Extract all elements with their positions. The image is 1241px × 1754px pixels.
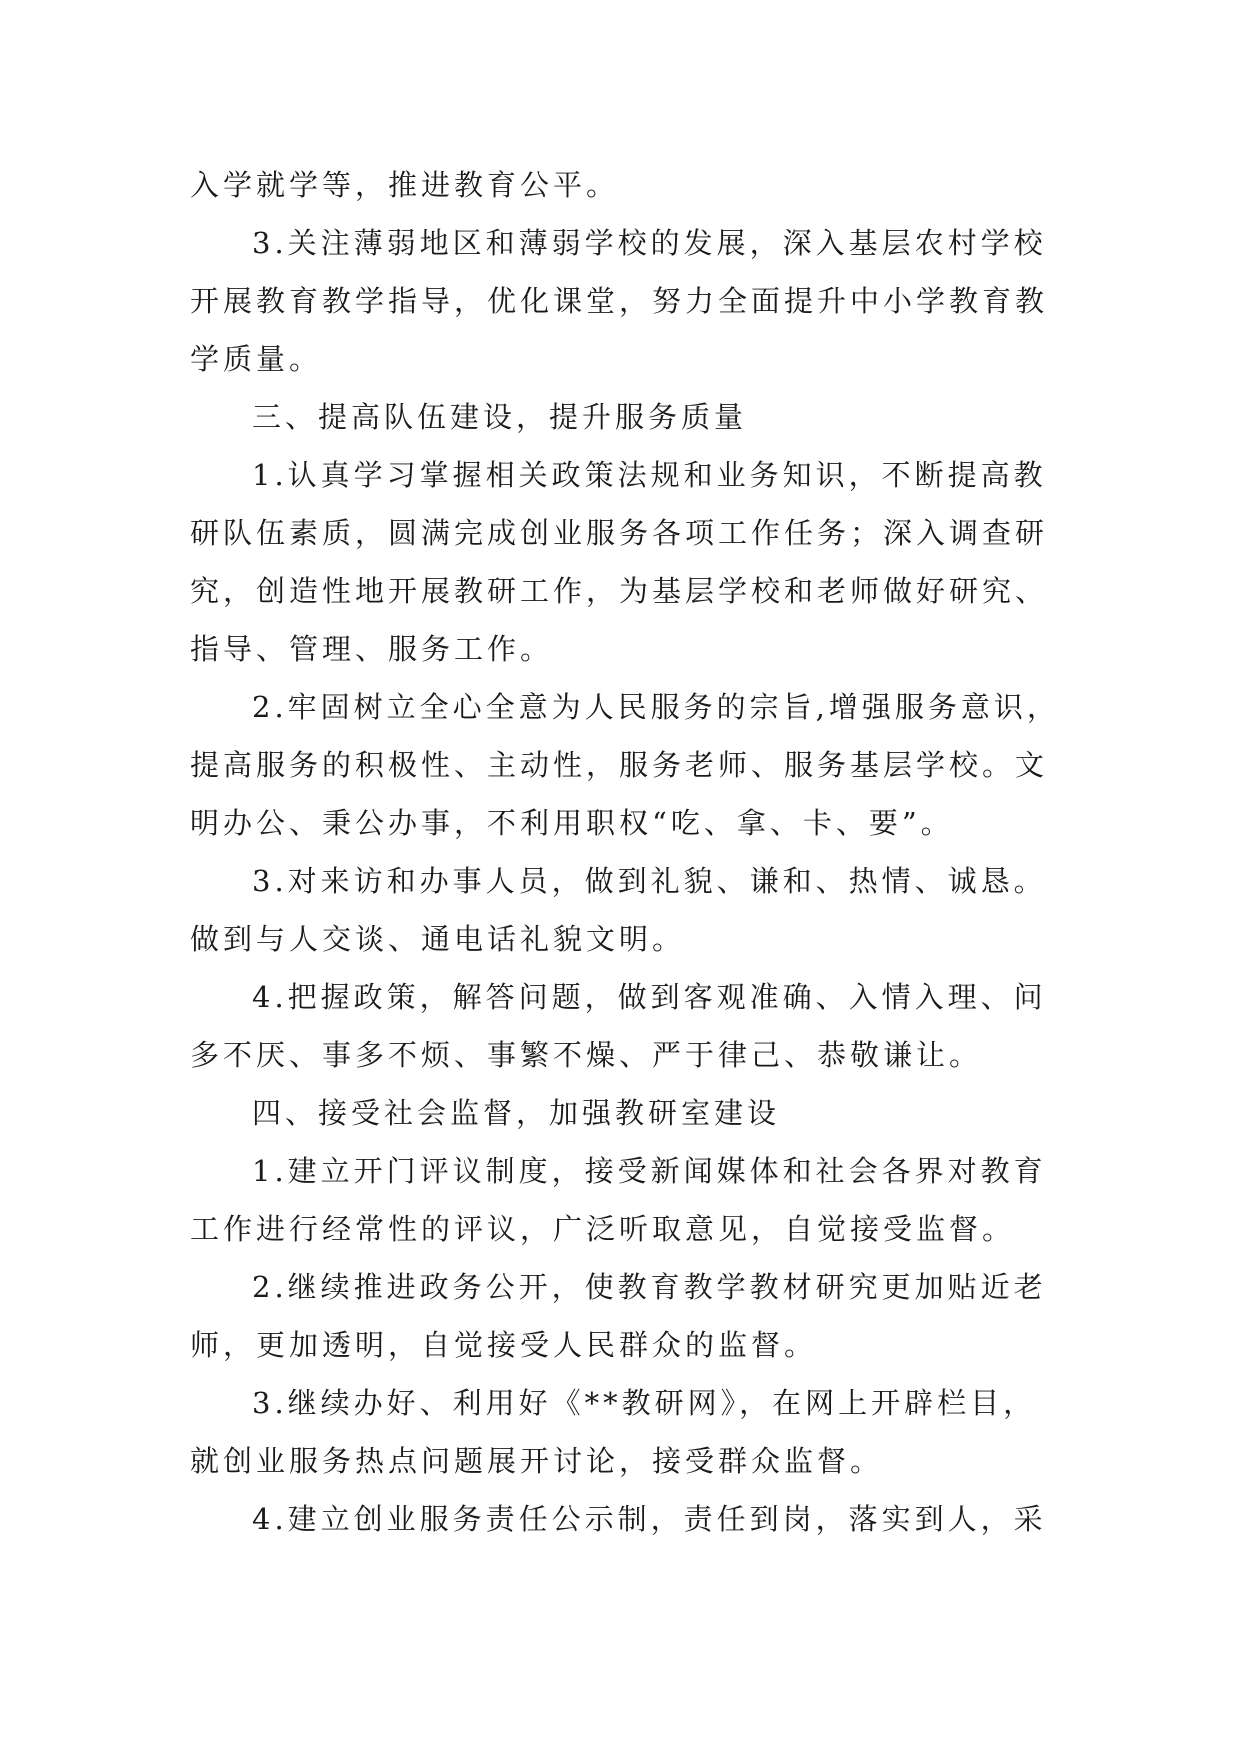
text-line: 师，更加透明，自觉接受人民群众的监督。 <box>190 1328 818 1362</box>
text-line: 3.对来访和办事人员，做到礼貌、谦和、热情、诚恳。 <box>252 864 1047 898</box>
text-line: 多不厌、事多不烦、事繁不燥、严于律己、恭敬谦让。 <box>190 1038 983 1072</box>
section-heading: 四、接受社会监督，加强教研室建设 <box>252 1096 781 1130</box>
section-heading: 三、提高队伍建设，提升服务质量 <box>252 400 748 434</box>
text-line: 2.牢固树立全心全意为人民服务的宗旨,增强服务意识， <box>252 690 1060 724</box>
text-line: 指导、管理、服务工作。 <box>190 632 554 666</box>
text-line: 做到与人交谈、通电话礼貌文明。 <box>190 922 686 956</box>
text-line: 就创业服务热点问题展开讨论，接受群众监督。 <box>190 1444 884 1478</box>
text-line: 学质量。 <box>190 342 323 376</box>
text-line: 3.继续办好、利用好《**教研网》，在网上开辟栏目， <box>252 1386 1037 1420</box>
text-line: 2.继续推进政务公开，使教育教学教材研究更加贴近老 <box>252 1270 1047 1304</box>
text-line: 提高服务的积极性、主动性，服务老师、服务基层学校。文 <box>190 748 1049 782</box>
text-line: 3.关注薄弱地区和薄弱学校的发展，深入基层农村学校 <box>252 226 1047 260</box>
document-body <box>190 156 1060 1548</box>
text-line: 4.建立创业服务责任公示制，责任到岗，落实到人，采 <box>252 1502 1047 1536</box>
text-line: 究，创造性地开展教研工作，为基层学校和老师做好研究、 <box>190 574 1049 608</box>
text-line: 研队伍素质，圆满完成创业服务各项工作任务；深入调查研 <box>190 516 1049 550</box>
text-line: 入学就学等，推进教育公平。 <box>190 168 620 202</box>
text-line: 开展教育教学指导，优化课堂，努力全面提升中小学教育教 <box>190 284 1049 318</box>
text-line: 1.认真学习掌握相关政策法规和业务知识，不断提高教 <box>252 458 1047 492</box>
text-line: 1.建立开门评议制度，接受新闻媒体和社会各界对教育 <box>252 1154 1047 1188</box>
text-line: 明办公、秉公办事，不利用职权“吃、拿、卡、要”。 <box>190 806 954 840</box>
text-line: 4.把握政策，解答问题，做到客观准确、入情入理、问 <box>252 980 1047 1014</box>
text-line: 工作进行经常性的评议，广泛听取意见，自觉接受监督。 <box>190 1212 1016 1246</box>
